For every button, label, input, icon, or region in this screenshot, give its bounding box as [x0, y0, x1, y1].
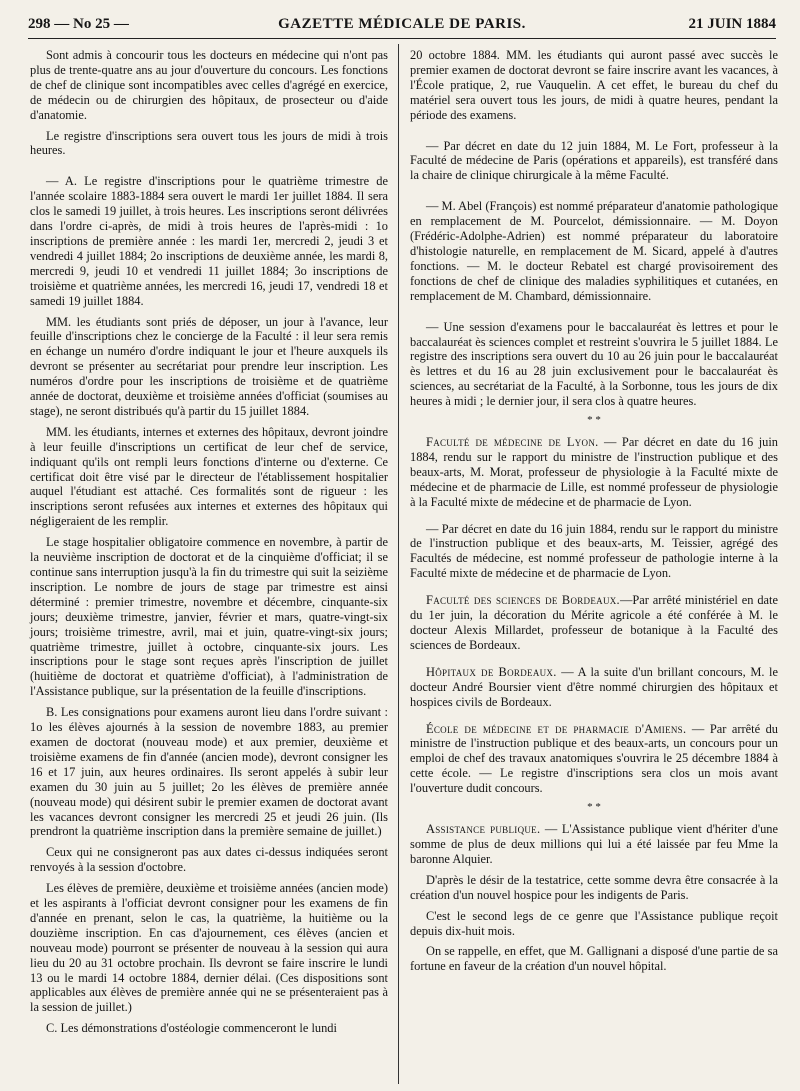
column-divider: [398, 44, 399, 1084]
issue-date: 21 JUIN 1884: [688, 16, 776, 32]
paragraph: — Par décret en date du 12 juin 1884, M. Le Fort, professeur à la Faculté de médecine de Paris (opérations et appareils), est transféré dans la chaire de clinique chirurgicale à la même Faculté.: [410, 138, 778, 183]
paragraph: Le stage hospitalier obligatoire commence en novembre, à partir de la neuvième inscription de doctorat et de la cinquième d'officiat; il se continue sans interruption jusqu'à la fin du trimestre qui suit la seizième inscription. Le nombre de jours de stage par trimestre est ainsi déterminé : premier trimestre, novembre et décembre, cinquante-six jours; deuxième trimestre, janvier, février et mars, quatre-vingt-six jours; troisième trimestre, avril, mai et juin, quatre-vingt-six jours; quatrième trimestre, juillet à octobre, cinquante-six jours. Les inscriptions pour le stage sont reçues après l'inscription de juillet (huitième de doctorat et quatrième d'officiat), à l'administration de l'Assistance publique, sur la présentation de la feuille d'inscriptions.: [30, 535, 388, 699]
paragraph: Sont admis à concourir tous les docteurs en médecine qui n'ont pas plus de trente-quatre ans au jour d'ouverture du concours. Les fonctions de chef de clinique sont incompatibles avec celles d'agrégé en exercice, de médecin ou de chirurgien des hôpitaux, de prosecteur ou d'aide d'anatomie.: [30, 48, 388, 122]
section-heading: Hôpitaux de Bordeaux.: [426, 664, 557, 679]
paragraph: C. Les démonstrations d'ostéologie commenceront le lundi: [46, 1021, 337, 1036]
page-header: [28, 14, 776, 39]
paragraph: — A. Le registre d'inscriptions pour le quatrième trimestre de l'année scolaire 1883-1884 sera ouvert le mardi 1er juillet 1884. Il sera clos le samedi 19 juillet, à trois heures. Les inscriptions seront délivrées dans l'ordre ci-après, de midi à trois heures de l'après-midi : 1o inscriptions de première année : les mardi 1er, mercredi 2, jeudi 3 et vendredi 4 juillet 1884; 2o inscriptions de deuxième année, les mardi 8, mercredi 9, jeudi 10 et vendredi 11 juillet 1884; 3o inscriptions de troisième et quatrième années, les mercredi 16, jeudi 17, vendredi 18 et samedi 19 juillet 1884.: [30, 174, 388, 308]
paragraph: MM. les étudiants, internes et externes des hôpitaux, devront joindre à leur feuille d'inscriptions un certificat de leur chef de service, indiquant qu'ils ont rempli leurs fonctions d'interne ou d'externe. Ce certificat doit être visé par le directeur de l'établissement hospitalier auquel l'étudiant est attaché. Ces formalités sont de rigueur : les inscriptions seront refusées aux internes et externes des hôpitaux qui négligeraient de les remplir.: [30, 424, 388, 529]
paragraph: On se rappelle, en effet, que M. Gallignani a disposé d'une partie de sa fortune en faveur de la création d'un nouvel hôpital.: [410, 944, 778, 974]
paragraph: B. Les consignations pour examens auront lieu dans l'ordre suivant : 1o les élèves ajournés à la session de novembre 1883, au premier examen de doctorat (nouveau mode) et aux premier, deuxième et troisième examens de fin d'année (ancien mode), devront consigner les 16 et 17 juin, aux heures ordinaires. Ils seront appelés à subir leur examen du 30 juin au 5 juillet; 2o les élèves de première année (nouveau mode) qui désirent subir le premier examen de doctorat avant les vacances devront consigner les mercredi 25 et jeudi 26 juin. (Ils prendront la quatrième inscription dans la première semaine de juillet.): [30, 705, 388, 839]
section-heading: Faculté de médecine de Lyon.: [426, 435, 599, 450]
paragraph: Le registre d'inscriptions sera ouvert tous les jours de midi à trois heures.: [30, 128, 388, 158]
section-heading: École de médecine et de pharmacie d'Amiens.: [426, 721, 687, 736]
paragraph: D'après le désir de la testatrice, cette somme devra être consacrée à la création d'un nouvel hospice pour les indigents de Paris.: [410, 872, 778, 902]
paragraph: Faculté de médecine de Lyon. — Par décret en date du 16 juin 1884, rendu sur le rapport du ministre de l'instruction publique et des beaux-arts, M. Morat, professeur de physiologie à la Faculté mixte de médecine et de pharmacie de Lille, est nommé professeur de physiologie à la Faculté mixte de médecine et de pharmacie de Lyon.: [410, 435, 778, 509]
paragraph: École de médecine et de pharmacie d'Amiens. — Par arrêté du ministre de l'instruction publique et des beaux-arts, un concours pour un emploi de chef des travaux anatomiques s'ouvrira le 25 décembre 1884 à cette école. — Le registre d'inscriptions sera clos un mois avant l'ouverture dudit concours.: [410, 721, 778, 796]
paragraph: — Par décret en date du 16 juin 1884, rendu sur le rapport du ministre de l'instruction publique et des beaux-arts, M. Teissier, agrégé des Facultés de médecine, est nommé professeur de pathologie interne à la Faculté mixte de médecine et de pharmacie de Lyon.: [410, 521, 778, 581]
right-column: [410, 48, 778, 980]
journal-title: GAZETTE MÉDICALE DE PARIS.: [278, 16, 526, 32]
section-heading: Assistance publique.: [426, 822, 541, 837]
left-column: [30, 48, 388, 1042]
paragraph: — Une session d'examens pour le baccalauréat ès lettres et pour le baccalauréat ès sciences complet et restreint s'ouvrira le 5 juillet 1884. Le registre des inscriptions sera ouvert du 10 au 26 juin pour le baccalauréat ès lettres et du 16 au 28 juin exclusivement pour le baccalauréat ès sciences, au secrétariat de la Faculté, à la Sorbonne, tous les jours de dix heures à midi ; le dernier jour, il sera clos à quatre heures.: [410, 319, 778, 409]
paragraph: Hôpitaux de Bordeaux. — A la suite d'un brillant concours, M. le docteur André Boursier vient d'être nommé chirurgien des hôpitaux et hospices civils de Bordeaux.: [410, 664, 778, 709]
paragraph: MM. les étudiants sont priés de déposer, un jour à l'avance, leur feuille d'inscriptions chez le concierge de la Faculté : il leur sera remis en échange un numéro d'ordre indiquant le jour et l'heure auxquels ils devront se présenter au secrétariat pour prendre leur inscription. Les numéros d'ordre pour les inscriptions de troisième et de quatrième année de doctorat, deuxième et troisième années d'officiat (soumises au stage), ne seront distribués qu'à partir du 15 juillet 1884.: [30, 314, 388, 418]
section-separator: * *: [587, 414, 601, 427]
section-heading: Faculté des sciences de Bordeaux.: [426, 593, 620, 608]
paragraph: Faculté des sciences de Bordeaux.—Par arrêté ministériel en date du 1er juin, la décoration du Mérite agricole a été conférée à M. le docteur Alexis Millardet, professeur de botanique à la Faculté des sciences de Bordeaux.: [410, 593, 778, 652]
paragraph: 20 octobre 1884. MM. les étudiants qui auront passé avec succès le premier examen de doctorat devront se faire inscrire avant les vacances, à l'École pratique, 2, rue Vauquelin. A cet effet, le bureau du chef du matériel sera ouvert tous les jours, de midi à quatre heures, pendant la période des examens.: [410, 48, 778, 122]
paragraph: C'est le second legs de ce genre que l'Assistance publique reçoit depuis dix-huit mois.: [410, 908, 778, 938]
section-separator: * *: [587, 801, 601, 814]
paragraph: Assistance publique. — L'Assistance publique vient d'hériter d'une somme de plus de deux millions qui lui a été laissée par feu Mme la baronne Alquier.: [410, 822, 778, 866]
paragraph: Ceux qui ne consigneront pas aux dates ci-dessus indiquées seront renvoyés à la session d'octobre.: [30, 845, 388, 875]
page-number: 298 — No 25 —: [28, 16, 129, 32]
paragraph: Les élèves de première, deuxième et troisième années (ancien mode) et les aspirants à l'officiat devront consigner pour les examens de fin d'année en prenant, selon le cas, la quatrième, la huitième ou la douzième inscription. En cas d'ajournement, ces élèves (ancien et nouveau mode) pourront se présenter de nouveau à la session qui aura lieu du 20 au 31 octobre prochain. Ils devront se faire inscrire le lundi 13 ou le mardi 14 octobre 1884, dernier délai. (Ces dispositions sont applicables aux élèves de première année qui ne se présenteraient pas à la session de juillet.): [30, 881, 388, 1015]
paragraph: — M. Abel (François) est nommé préparateur d'anatomie pathologique en remplacement de M. Pourcelot, démissionnaire. — M. Doyon (Frédéric-Adolphe-Adrien) est nommé préparateur du laboratoire d'histologie naturelle, en remplacement de M. Sicard, appelé à d'autres fonctions. — M. le docteur Rebatel est chargé provisoirement des fonctions de chef de clinique des maladies syphilitiques et cutanées, en remplacement de M. Chambard, démissionnaire.: [410, 199, 778, 303]
